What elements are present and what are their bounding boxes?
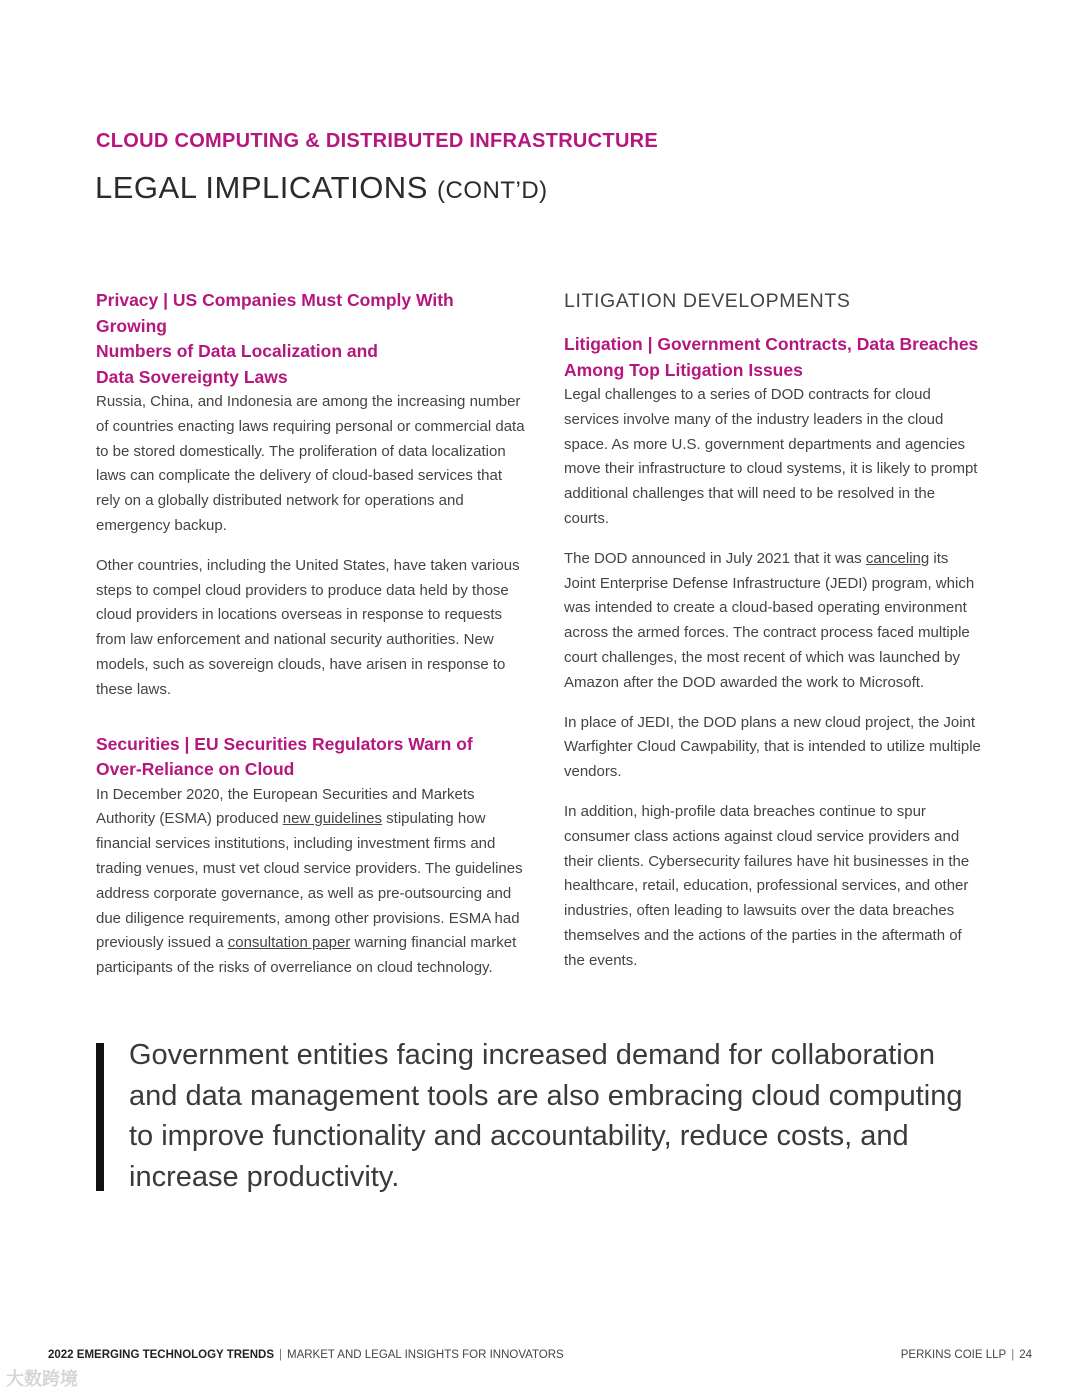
securities-paragraph [96, 783, 526, 981]
privacy-heading-line: Data Sovereignty Laws [96, 366, 288, 387]
litigation-paragraph-4: In addition, high-profile data breaches continue to spur consumer class actions against cloud service providers and their clients. Cybersecurity failures have hit businesses in the healthcare, retail, education, professional services, and other industries, often leading to lawsuits over the data breaches themselves and the actions of the parties in the aftermath of the events. [564, 802, 970, 969]
text-run: its Joint Enterprise Defense Infrastructure (JEDI) program, which was intended to create a cloud-based operating environment across the armed forces. The contract process faced multiple court challenges, the most recent of which was launched by Amazon after the DOD awarded the work to Microsoft. [564, 549, 975, 691]
new-guidelines-link[interactable]: new guidelines [282, 810, 382, 828]
quote-bar [96, 1043, 104, 1191]
pull-quote-line: to improve functionality and accountability, reduce costs, and [129, 1120, 909, 1153]
pull-quote-line: Government entities facing increased demand for collaboration [129, 1039, 936, 1071]
watermark-logo: 大数跨境 [6, 1369, 78, 1389]
right-column [564, 288, 984, 989]
securities-heading-line: Securities | EU Securities Regulators Warn of [96, 733, 473, 754]
page-number: 24 [1019, 1349, 1032, 1361]
text-run: In December 2020, the European Securities and Markets Authority (ESMA) produced [96, 785, 475, 828]
page-title [95, 170, 548, 206]
page-title-main: LEGAL IMPLICATIONS [95, 170, 428, 205]
section-label: CLOUD COMPUTING & DISTRIBUTED INFRASTRUCTURE [96, 130, 659, 152]
pull-quote-line: increase productivity. [129, 1160, 400, 1193]
text-run: warning financial market participants of the risks of overreliance on cloud technology. [96, 934, 517, 977]
footer-subtitle: MARKET AND LEGAL INSIGHTS FOR INNOVATORS [287, 1349, 564, 1361]
consultation-paper-link[interactable]: consultation paper [227, 934, 351, 952]
securities-heading [96, 732, 526, 783]
securities-heading-line: Over-Reliance on Cloud [96, 759, 295, 780]
privacy-paragraph-1: Russia, China, and Indonesia are among the increasing number of countries enacting laws requiring personal or commercial data to be stored domestically. The proliferation of data localization laws can complicate the delivery of cloud-based services that rely on a globally distributed network for operations and emergency backup. [96, 393, 525, 534]
privacy-heading-line: Numbers of Data Localization and [96, 341, 378, 361]
footer-right [901, 1349, 1032, 1361]
privacy-heading-line: Privacy | US Companies Must Comply With Growing [96, 290, 454, 336]
left-column [96, 288, 526, 996]
litigation-subheading-line: Among Top Litigation Issues [564, 359, 803, 380]
footer-left [48, 1349, 564, 1361]
text-run: The DOD announced in July 2021 that it was [564, 549, 866, 567]
footer-firm: PERKINS COIE LLP [900, 1349, 1007, 1361]
litigation-subheading [564, 332, 984, 383]
litigation-paragraph-1: Legal challenges to a series of DOD contracts for cloud services involve many of the industry leaders in the cloud space. As more U.S. government departments and agencies move their infrastructure to cloud systems, it is likely to prompt additional challenges that will need to be resolved in the courts. [564, 386, 978, 527]
footer-separator: | [1011, 1349, 1015, 1361]
text-run: stipulating how financial services institutions, including investment firms and trading venues, must vet cloud service providers. The guidelines address corporate governance, as well as pre-outsourcing and due diligence requirements, among other provisions. ESMA had previously issued a [96, 810, 523, 952]
pull-quote-line: and data management tools are also embracing cloud computing [129, 1079, 963, 1112]
footer-report-title: 2022 EMERGING TECHNOLOGY TRENDS [48, 1349, 274, 1361]
privacy-paragraph-2: Other countries, including the United States, have taken various steps to compel cloud providers to produce data held by those cloud providers in locations overseas in response to requests from law enforcement and national security authorities. New models, such as sovereign clouds, have arisen in response to these laws. [96, 556, 520, 698]
canceling-link[interactable]: canceling [865, 549, 930, 567]
litigation-paragraph-2 [564, 547, 984, 696]
pull-quote [129, 1035, 989, 1197]
litigation-subheading-line: Litigation | Government Contracts, Data Breaches [564, 334, 979, 354]
litigation-developments-heading: LITIGATION DEVELOPMENTS [564, 290, 851, 312]
privacy-heading [96, 288, 526, 390]
page-title-cont: (CONT’D) [437, 177, 548, 204]
footer-separator: | [279, 1349, 282, 1361]
litigation-paragraph-3: In place of JEDI, the DOD plans a new cloud project, the Joint Warfighter Cloud Cawpability, that is intended to utilize multiple vendors. [564, 713, 981, 781]
